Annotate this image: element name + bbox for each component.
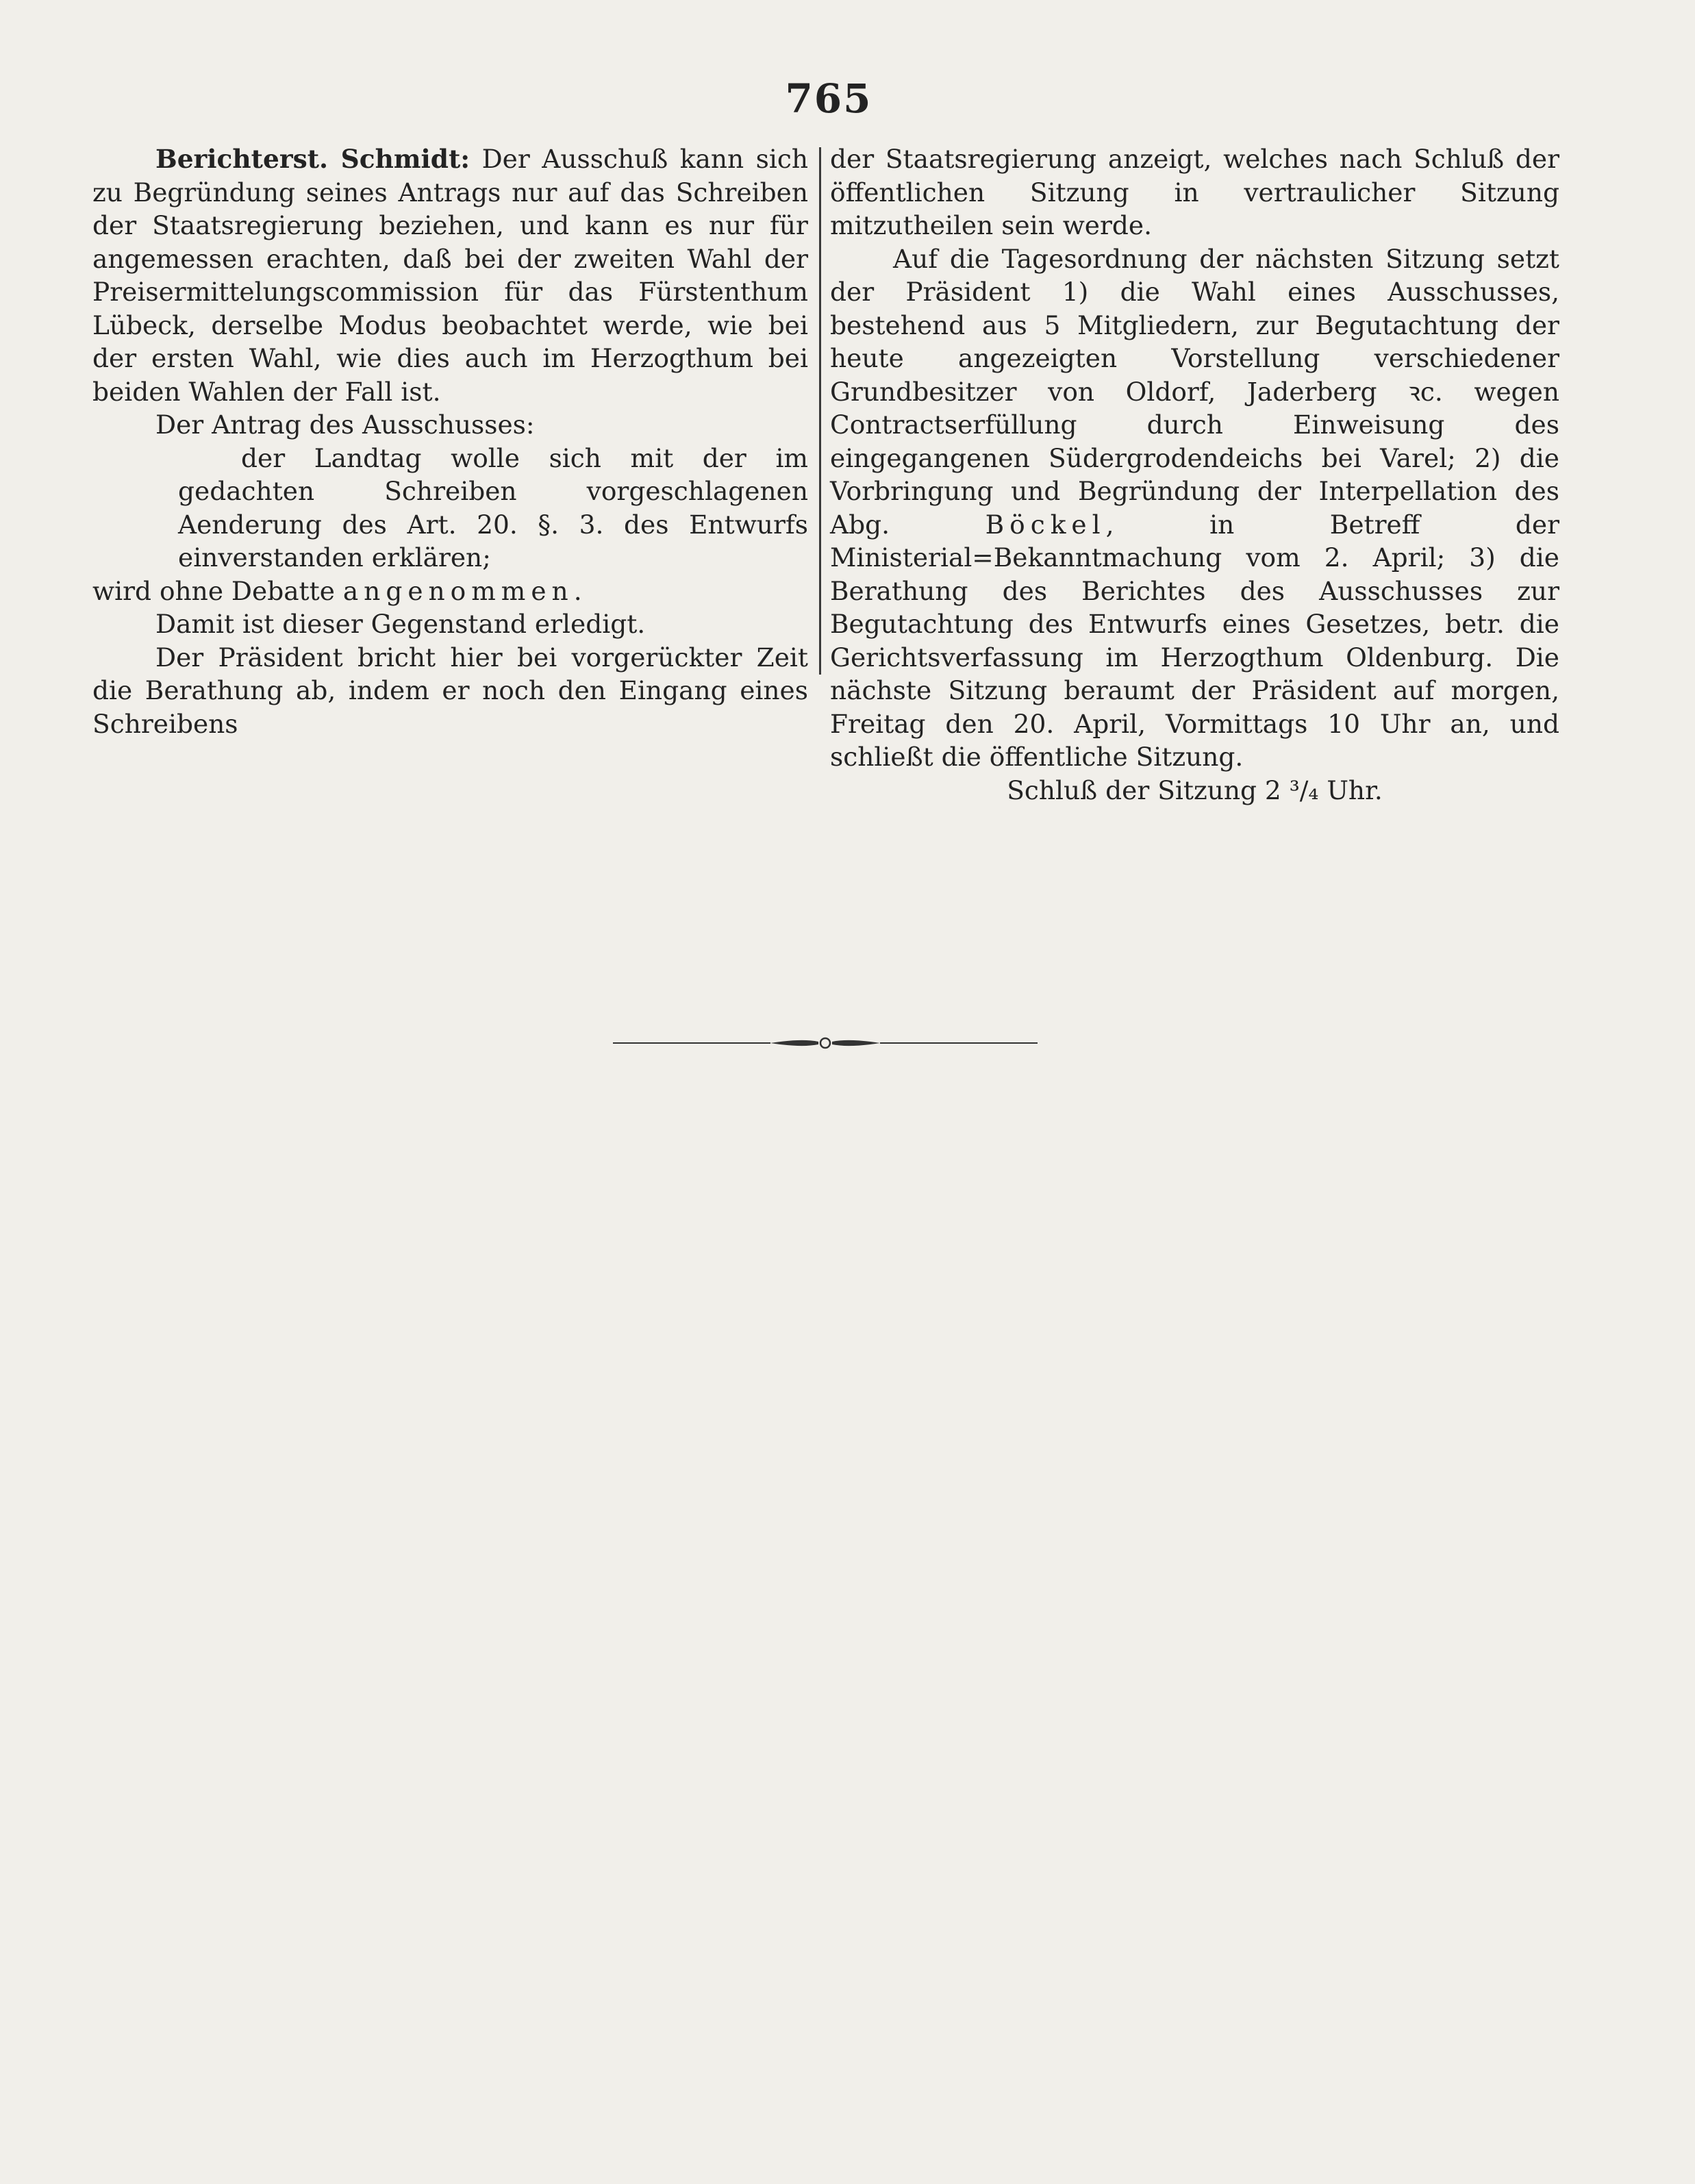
section-divider-ornament [613, 1031, 1038, 1055]
agenda-text-2: , in Betreff der Ministerial=Bekanntmachung vom 2. April; 3) die Berathung des Berichtes des Ausschusses zur Begutachtung des Entwurfs eines Gesetzes, betr. die Gerichtsverfassung im Herzogthum Oldenburg. Die nächste Sitzung beraumt der Präsident auf morgen, Freitag den 20. April, Vormittags 10 Uhr an, und schließt die öffentliche Sitzung. [830, 509, 1560, 772]
session-close-line: Schluß der Sitzung 2 ³/₄ Uhr. [1007, 775, 1383, 805]
motion-result-verdict: angenommen [342, 575, 574, 606]
speaker-name: Berichterst. Schmidt: [155, 144, 470, 174]
rapporteur-statement [92, 142, 808, 408]
statement-text: Der Ausschuß kann sich zu Begründung seines Antrags nur auf das Schreiben der Staatsregierung beziehen, und kann es nur für angemessen erachten, daß bei der zweiten Wahl der Preisermittelungscommission für das Fürstenthum Lübeck, derselbe Modus beobachtet werde, wie bei der ersten Wahl, wie dies auch im Herzogthum bei beiden Wahlen der Fall ist. [92, 144, 808, 407]
matter-closed-note: Damit ist dieser Gegenstand erledigt. [155, 609, 646, 639]
president-adjourns-paragraph: Der Präsident bricht hier bei vorgerückter Zeit die Berathung ab, indem er noch den Eingang eines Schreibens [92, 642, 808, 739]
right-column [830, 142, 1559, 807]
motion-result-prefix: wird ohne Debatte [92, 575, 343, 606]
continued-paragraph: der Staatsregierung anzeigt, welches nach Schluß der öffentlichen Sitzung in vertraulicher Sitzung mitzutheilen sein werde. [830, 144, 1559, 240]
agenda-paragraph [830, 242, 1559, 774]
left-column [92, 142, 808, 740]
committee-motion-text: der Landtag wolle sich mit der im gedachten Schreiben vorgeschlagenen Aenderung des Art. 20. §. 3. des Entwurfs einverstanden erklären; [178, 442, 808, 573]
deputy-name: Böckel [985, 509, 1106, 540]
agenda-text-1: Auf die Tagesordnung der nächsten Sitzung setzt der Präsident 1) die Wahl eines Ausschusses, bestehend aus 5 Mitgliedern, zur Begutachtung der heute angezeigten Vorstellung verschiedener Grundbesitzer von Oldorf, Jaderberg ꝛc. wegen Contractserfüllung durch Einweisung des eingegangenen Südergrodendeichs bei Varel; 2) die Vorbringung und Begründung der Interpellation des Abg. [830, 243, 1559, 540]
committee-motion-heading: Der Antrag des Ausschusses: [155, 410, 535, 440]
page-number: 765 [785, 75, 872, 122]
motion-result-suffix: . [573, 575, 582, 606]
column-divider [819, 147, 821, 675]
motion-result [92, 575, 808, 608]
